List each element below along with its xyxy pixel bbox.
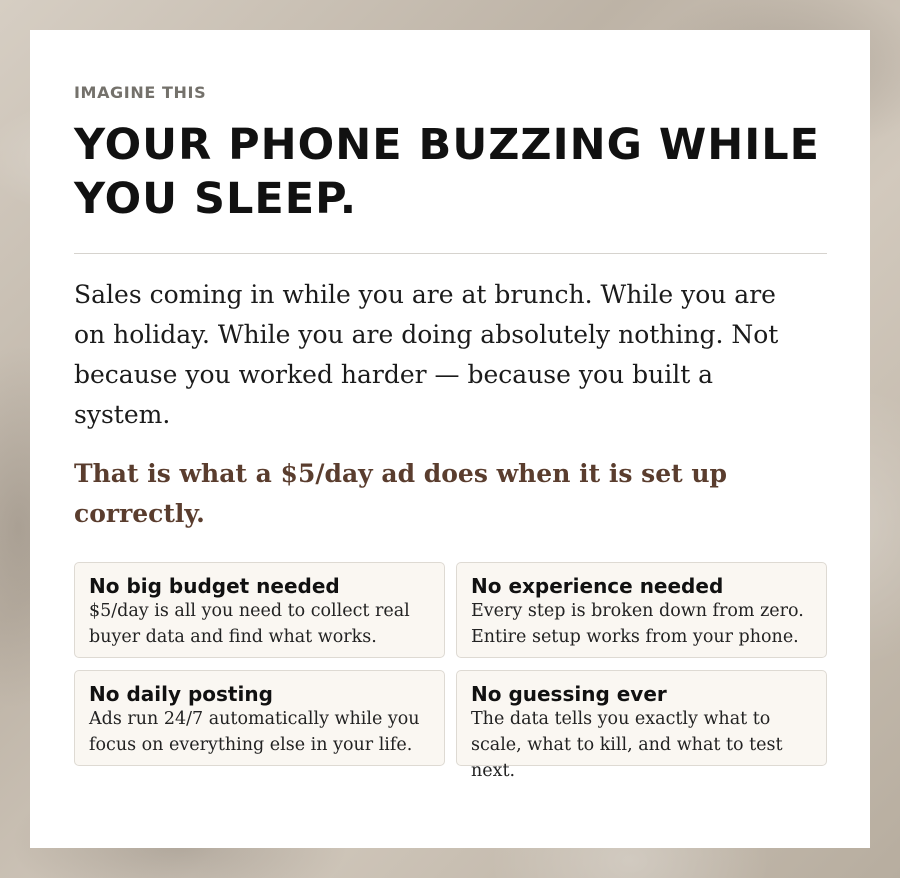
- feature-card-experience: [456, 562, 827, 658]
- feature-card-posting: [74, 670, 445, 766]
- divider: [74, 253, 827, 254]
- headline: YOUR PHONE BUZZING WHILE YOU SLEEP.: [74, 120, 821, 224]
- feature-title: No guessing ever: [471, 682, 667, 706]
- body-paragraph: Sales coming in while you are at brunch. While you are on holiday. While you are doing absolutely nothing. Not because you worked harder — because you built a system.: [74, 280, 779, 429]
- feature-title: No daily posting: [89, 682, 273, 706]
- feature-description: $5/day is all you need to collect real buyer data and find what works.: [89, 601, 410, 647]
- feature-card-guessing: [456, 670, 827, 781]
- feature-description: Ads run 24/7 automatically while you focus on everything else in your life.: [89, 709, 420, 755]
- eyebrow-label: IMAGINE THIS: [74, 83, 207, 102]
- highlight-statement: That is what a $5/day ad does when it is set up correctly.: [74, 459, 728, 528]
- content-card: [30, 30, 870, 848]
- feature-description: The data tells you exactly what to scale, what to kill, and what to test next.: [471, 709, 783, 781]
- feature-title: No big budget needed: [89, 574, 340, 598]
- feature-card-budget: [74, 562, 445, 658]
- feature-description: Every step is broken down from zero. Entire setup works from your phone.: [471, 601, 804, 647]
- feature-title: No experience needed: [471, 574, 724, 598]
